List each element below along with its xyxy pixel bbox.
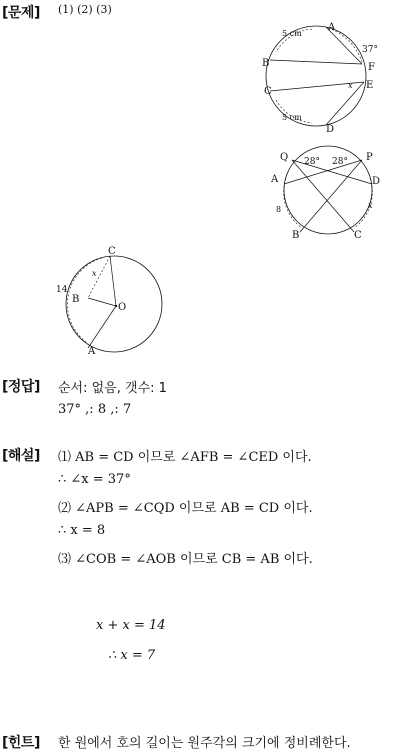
fig2-angle-right: 28° xyxy=(332,157,348,167)
fig2-circle xyxy=(284,146,372,234)
fig2-label-q: Q xyxy=(280,152,289,163)
explanation-p2-line2: ∴ x = 8 xyxy=(58,523,106,538)
explanation-p1-line2: ∴ ∠x = 37° xyxy=(58,472,131,487)
fig1-circle xyxy=(266,26,366,126)
fig2-label-a: A xyxy=(271,174,279,185)
answer-tag: [정답] xyxy=(2,379,40,395)
fig1-label-e: E xyxy=(366,80,374,91)
fig3-circle xyxy=(66,256,162,352)
answer-meta: 순서: 없음, 갯수: 1 xyxy=(58,381,167,396)
figure-3-circle-diagram xyxy=(52,244,164,356)
explanation-p3-eq2: ∴ x = 7 xyxy=(108,648,156,663)
explanation-p3-eq1: x + x = 14 xyxy=(96,618,166,633)
fig2-label-b: B xyxy=(292,230,300,241)
fig2-label-x: x xyxy=(368,201,373,210)
answer-values: 37° ,: 8 ,: 7 xyxy=(58,402,132,417)
fig1-label-c: C xyxy=(264,86,272,97)
hint-text: 한 원에서 호의 길이는 원주각의 크기에 정비례한다. xyxy=(58,736,351,751)
hint-tag: [힌트] xyxy=(2,735,40,751)
fig1-len-top: 5 cm xyxy=(282,29,302,38)
fig1-angle-arc xyxy=(328,28,362,62)
fig3-label-o: O xyxy=(118,302,127,313)
figure-1-circle-diagram xyxy=(258,18,378,134)
fig1-label-a: A xyxy=(328,22,336,33)
fig1-label-b: B xyxy=(262,58,270,69)
problem-subparts: (1) (2) (3) xyxy=(58,3,112,16)
explanation-p1-line1: ⑴ AB = CD 이므로 ∠AFB = ∠CED 이다. xyxy=(58,450,312,465)
fig2-angle-left: 28° xyxy=(304,157,320,167)
fig3-label-b: B xyxy=(72,294,80,305)
fig2-label-8: 8 xyxy=(276,205,282,214)
fig1-label-f: F xyxy=(368,62,375,73)
fig2-label-d: D xyxy=(372,176,381,187)
fig3-label-a: A xyxy=(88,346,96,357)
figure-2-circle-diagram xyxy=(268,148,384,240)
fig3-label-c: C xyxy=(108,246,116,257)
fig3-label-x: x xyxy=(92,269,97,278)
explanation-p2-line1: ⑵ ∠APB = ∠CQD 이므로 AB = CD 이다. xyxy=(58,501,313,516)
fig1-angle-label: 37° xyxy=(362,45,378,55)
fig2-label-p: P xyxy=(366,152,373,163)
fig1-label-d: D xyxy=(326,124,335,135)
explanation-p3-line1: ⑶ ∠COB = ∠AOB 이므로 CB = AB 이다. xyxy=(58,552,313,567)
problem-tag: [문제] xyxy=(2,5,40,21)
fig3-label-14: 14 xyxy=(56,285,68,295)
fig2-label-c: C xyxy=(354,230,362,241)
fig1-label-x: x xyxy=(348,81,353,90)
fig1-len-bottom: 5 cm xyxy=(282,113,302,122)
explanation-tag: [해설] xyxy=(2,448,40,464)
